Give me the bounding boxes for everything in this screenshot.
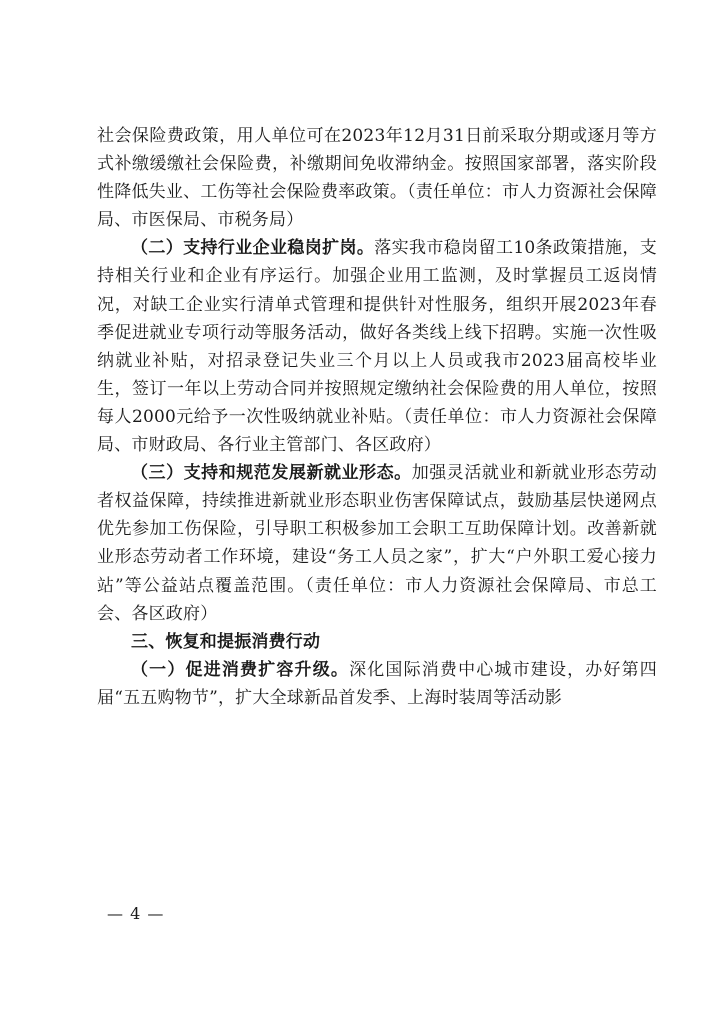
- paragraph-text: 深化国际消费中心城市建设，办好第四届“五五购物节”，扩大全球新品首发季、上海时装周等活动影: [97, 659, 657, 708]
- paragraph-lead: （一）促进消费扩容升级。: [131, 659, 350, 680]
- paragraph-text: 加强灵活就业和新就业形态劳动者权益保障，持续推进新就业形态职业伤害保障试点，鼓励基层快递网点优先参加工伤保险，引导职工积极参加工会职工互助保障计划。改善新就业形态劳动者工作环境，建设“务工人员之家”，扩大“户外职工爱心接力站”等公益站点覆盖范围。（责任单位：市人力资源社会保障局、市总工会、各区政府）: [97, 463, 657, 624]
- paragraph-social-insurance: [97, 122, 657, 234]
- page-number: — 4 —: [107, 904, 165, 923]
- paragraph-lead: （二）支持行业企业稳岗扩岗。: [131, 238, 375, 259]
- paragraph-text: 落实我市稳岗留工10条政策措施，支持相关行业和企业有序运行。加强企业用工监测，及时掌握员工返岗情况，对缺工企业实行清单式管理和提供针对性服务，组织开展2023年春季促进就业专项行动等服务活动，做好各类线上线下招聘。实施一次性吸纳就业补贴，对招录登记失业三个月以上人员或我市2023届高校毕业生，签订一年以上劳动合同并按照规定缴纳社会保险费的用人单位，按照每人2000元给予一次性吸纳就业补贴。（责任单位：市人力资源社会保障局、市财政局、各行业主管部门、各区政府）: [97, 238, 657, 456]
- paragraph-text: 社会保险费政策，用人单位可在2023年12月31日前采取分期或逐月等方式补缴缓缴社会保险费，补缴期间免收滞纳金。按照国家部署，落实阶段性降低失业、工伤等社会保险费率政策。（责任单位：市人力资源社会保障局、市医保局、市税务局）: [97, 126, 657, 231]
- section-heading: 三、恢复和提振消费行动: [131, 631, 321, 652]
- paragraph-lead: （三）支持和规范发展新就业形态。: [131, 463, 412, 484]
- paragraph-new-employment-forms: [97, 459, 657, 628]
- paragraph-consumption-upgrade: [97, 656, 657, 712]
- document-body: [97, 122, 657, 712]
- paragraph-stabilize-jobs: [97, 234, 657, 459]
